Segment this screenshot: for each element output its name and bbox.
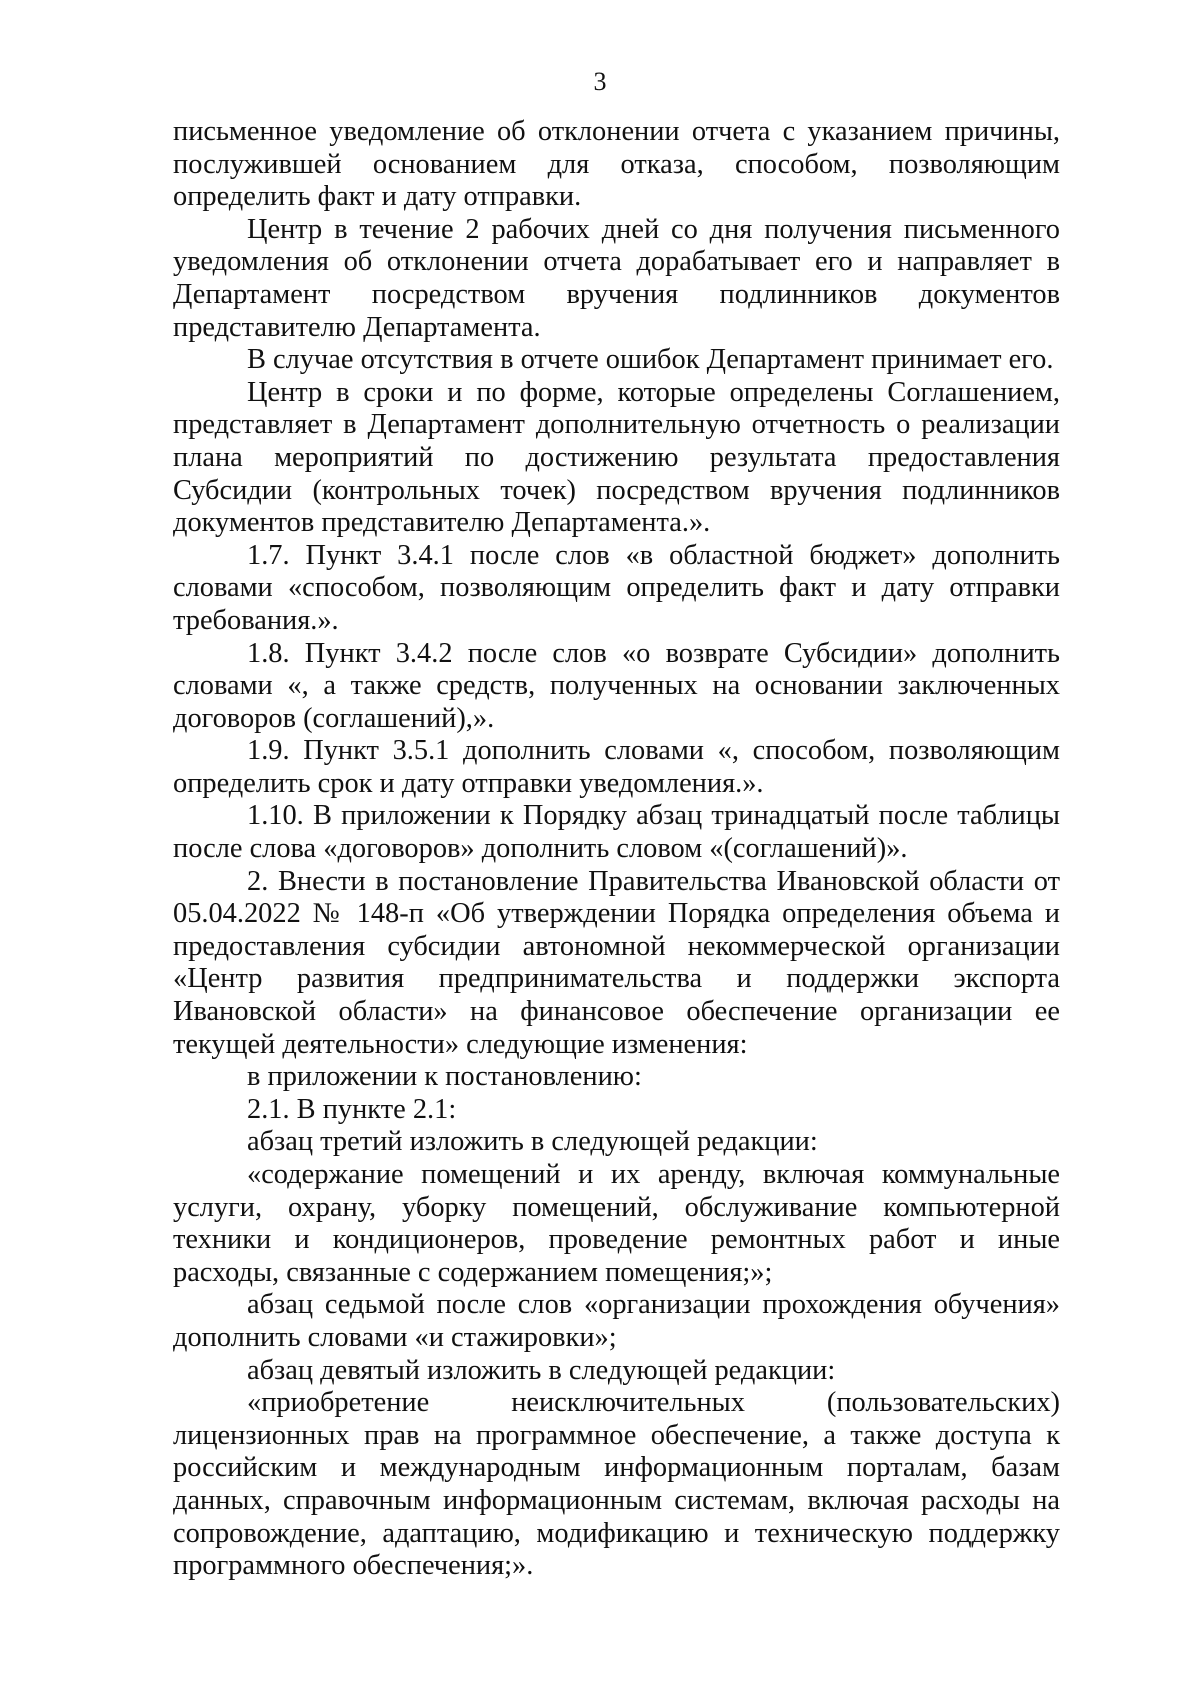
paragraph-item-2: 2. Внести в постановление Правительства Ивановской области от 05.04.2022 № 148-п «Об утверждении Порядка определения объема и предоставления субсидии автономной некоммерческой организации «Центр развития предпринимательства и поддержки экспорта Ивановской области» на финансовое обеспечение организации ее текущей деятельности» следующие изменения: bbox=[173, 865, 1060, 1060]
paragraph-item-1-8: 1.8. Пункт 3.4.2 после слов «о возврате Субсидии» дополнить словами «, а также средств, полученных на основании заключенных договоров (соглашений),». bbox=[173, 637, 1060, 734]
paragraph-ninth-abzac: абзац девятый изложить в следующей редакции: bbox=[247, 1354, 836, 1386]
paragraph-center-revision: Центр в течение 2 рабочих дней со дня получения письменного уведомления об отклонении отчета дорабатывает его и направляет в Департамент посредством вручения подлинников документов представителю Департамента. bbox=[173, 213, 1060, 343]
paragraph-seventh-abzac: абзац седьмой после слов «организации прохождения обучения» дополнить словами «и стажировки»; bbox=[173, 1289, 1060, 1353]
paragraph-appendix: в приложении к постановлению: bbox=[247, 1061, 642, 1093]
paragraph-item-2-1: 2.1. В пункте 2.1: bbox=[247, 1093, 457, 1125]
paragraph-no-errors: В случае отсутствия в отчете ошибок Департамент принимает его. bbox=[247, 344, 1054, 376]
paragraph-item-1-7: 1.7. Пункт 3.4.1 после слов «в областной бюджет» дополнить словами «способом, позволяющим определить факт и дату отправки требования.». bbox=[173, 539, 1060, 636]
page-number: 3 bbox=[593, 67, 607, 96]
paragraph-software-licenses: «приобретение неисключительных (пользовательских) лицензионных прав на программное обеспечение, а также доступа к российским и международным информационным порталам, базам данных, справочным информационным системам, включая расходы на сопровождение, адаптацию, модификацию и техническую поддержку программного обеспечения;». bbox=[173, 1387, 1060, 1582]
paragraph-item-1-9: 1.9. Пункт 3.5.1 дополнить словами «, способом, позволяющим определить срок и дату отправки уведомления.». bbox=[173, 735, 1060, 799]
paragraph-continuation: письменное уведомление об отклонении отчета с указанием причины, послужившей основанием для отказа, способом, позволяющим определить факт и дату отправки. bbox=[173, 116, 1060, 213]
document-body bbox=[173, 116, 1060, 1583]
paragraph-item-1-10: 1.10. В приложении к Порядку абзац тринадцатый после таблицы после слова «договоров» дополнить словом «(соглашений)». bbox=[173, 800, 1060, 865]
paragraph-premises-maintenance: «содержание помещений и их аренду, включая коммунальные услуги, охрану, уборку помещений, обслуживание компьютерной техники и кондиционеров, проведение ремонтных работ и иные расходы, связанные с содержанием помещения;»; bbox=[173, 1159, 1060, 1288]
paragraph-third-abzac: абзац третий изложить в следующей редакции: bbox=[247, 1126, 818, 1158]
paragraph-additional-reporting: Центр в сроки и по форме, которые определены Соглашением, представляет в Департамент дополнительную отчетность о реализации плана мероприятий по достижению результата предоставления Субсидии (контрольных точек) посредством вручения подлинников документов представителю Департамента.». bbox=[173, 376, 1060, 539]
